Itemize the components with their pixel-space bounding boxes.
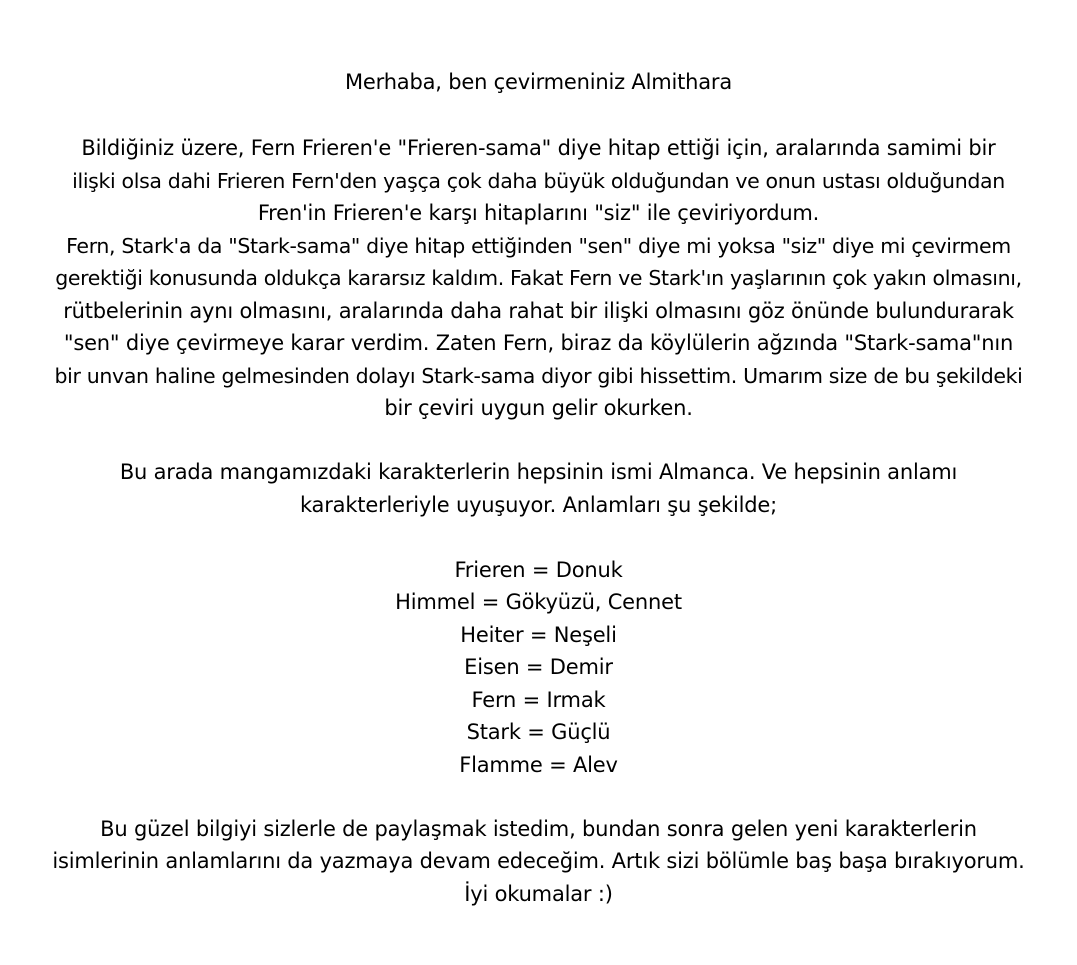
paragraph1-line: Fern, Stark'a da "Stark-sama" diye hitap ettiğinden "sen" diye mi yoksa "siz" diye mi çevirmem <box>66 234 1011 258</box>
paragraph1-line: bir çeviri uygun gelir okurken. <box>384 396 693 420</box>
paragraph1-line: Bildiğiniz üzere, Fern Frieren'e "Frieren-sama" diye hitap ettiği için, aralarında samimi bir <box>81 136 996 160</box>
closing-line: isimlerinin anlamlarını da yazmaya devam edeceğim. Artık sizi bölümle baş başa bırakıyorum. <box>52 849 1025 873</box>
paragraph2-line: karakterleriyle uyuşuyor. Anlamları şu şekilde; <box>299 493 778 517</box>
name-meaning-item: Himmel = Gökyüzü, Cennet <box>395 590 682 614</box>
closing-line: Bu güzel bilgiyi sizlerle de paylaşmak istedim, bundan sonra gelen yeni karakterlerin <box>100 817 977 841</box>
paragraph1-line: bir unvan haline gelmesinden dolayı Stark-sama diyor gibi hissettim. Umarım size de bu şekildeki <box>54 364 1023 388</box>
paragraph1-line: gerektiği konusunda oldukça kararsız kaldım. Fakat Fern ve Stark'ın yaşlarının çok yakın olmasını, <box>55 266 1022 290</box>
paragraph1-line: ilişki olsa dahi Frieren Fern'den yaşça çok daha büyük olduğundan ve onun ustası olduğundan <box>72 169 1005 193</box>
paragraph1-line: "sen" diye çevirmeye karar verdim. Zaten Fern, biraz da köylülerin ağzında "Stark-sama"nın <box>63 331 1014 355</box>
name-meaning-item: Eisen = Demir <box>464 655 613 679</box>
name-meaning-item: Stark = Güçlü <box>466 720 611 744</box>
name-meaning-item: Flamme = Alev <box>459 753 618 777</box>
closing-line: İyi okumalar :) <box>464 882 613 906</box>
greeting-line: Merhaba, ben çevirmeniniz Almithara <box>344 70 733 94</box>
paragraph2-line: Bu arada mangamızdaki karakterlerin hepsinin ismi Almanca. Ve hepsinin anlamı <box>119 460 958 484</box>
name-meaning-item: Frieren = Donuk <box>454 558 623 582</box>
paragraph1-line: rütbelerinin aynı olmasını, aralarında daha rahat bir ilişki olmasını göz önünde bulundurarak <box>63 299 1014 323</box>
name-meaning-item: Fern = Irmak <box>471 688 606 712</box>
paragraph1-line: Fren'in Frieren'e karşı hitaplarını "siz" ile çeviriyordum. <box>257 201 820 225</box>
name-meaning-item: Heiter = Neşeli <box>460 623 617 647</box>
